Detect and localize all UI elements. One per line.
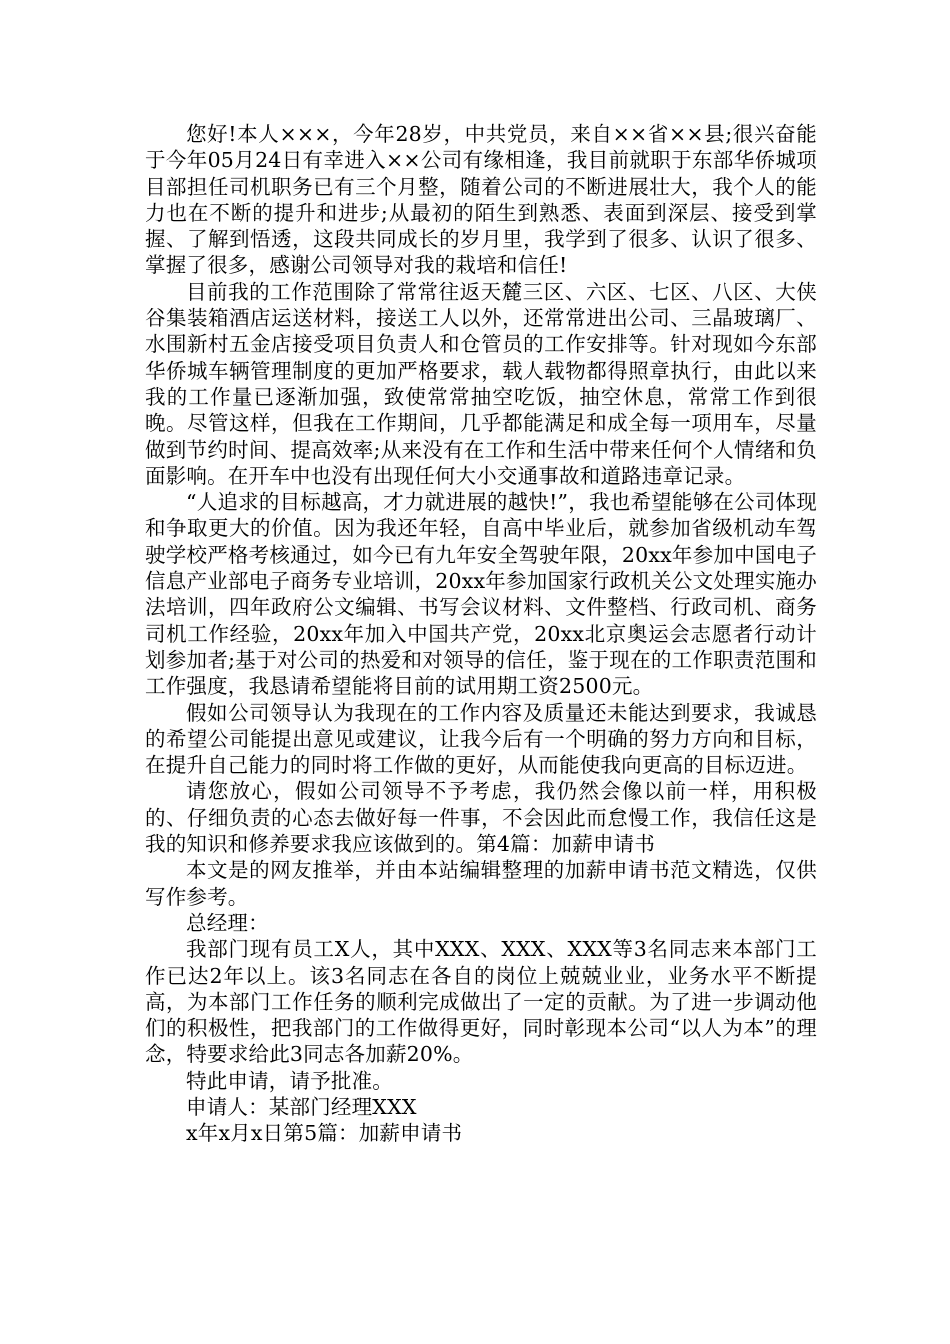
paragraph-source-note: 本文是的网友推举，并由本站编辑整理的加薪申请书范文精选，仅供写作参考。 <box>145 858 817 909</box>
document-body <box>145 121 817 1147</box>
applicant-signature: 申请人：某部门经理XXX <box>186 1094 417 1119</box>
paragraph-intro: 您好!本人×××，今年28岁，中共党员，来自××省××县;很兴奋能于今年05月24日有幸进入××公司有缘相逢，我目前就职于东部华侨城项目部担任司机职务已有三个月整，随着公司的不断进展壮大，我个人的能力也在不断的提升和进步;从最初的陌生到熟悉、表面到深层、接受到掌握、了解到悟透，这段共同成长的岁月里，我学到了很多、认识了很多、掌握了很多，感谢公司领导对我的栽培和信任! <box>145 122 817 278</box>
paragraph-work-scope: 目前我的工作范围除了常常往返天麓三区、六区、七区、八区、大侠谷集装箱酒店运送材料，接送工人以外，还常常进出公司、三晶玻璃厂、水围新村五金店接受项目负责人和仓管员的工作安排等。针对现如今东部华侨城车辆管理制度的更加严格要求，载人载物都得照章执行，由此以来我的工作量已逐渐加强，致使常常抽空吃饭，抽空休息，常常工作到很晚。尽管这样，但我在工作期间，几乎都能满足和成全每一项用车，尽量做到节约时间、提高效率;从来没有在工作和生活中带来任何个人情绪和负面影响。在开车中也没有出现任何大小交通事故和道路违章记录。 <box>145 279 817 488</box>
paragraph-feedback: 假如公司领导认为我现在的工作内容及质量还未能达到要求，我诚恳的希望公司能提出意见或建议，让我今后有一个明确的努力方向和目标，在提升自己能力的同时将工作做的更好，从而能使我向更高的目标迈进。 <box>145 700 817 778</box>
date-and-next-title: x年x月x日第5篇：加薪申请书 <box>186 1121 463 1146</box>
paragraph-goals: “人追求的目标越高，才力就进展的越快!”，我也希望能够在公司体现和争取更大的价值。因为我还年轻，自高中毕业后，就参加省级机动车驾驶学校严格考核通过，如今已有九年安全驾驶年限，20xx年参加中国电子信息产业部电子商务专业培训，20xx年参加国家行政机关公文处理实施办法培训，四年政府公文编辑、书写会议材料、文件整档、行政司机、商务司机工作经验，20xx年加入中国共产党，20xx北京奥运会志愿者行动计划参加者;基于对公司的热爱和对领导的信任，鉴于现在的工作职责范围和工作强度，我恳请希望能将目前的试用期工资2500元。 <box>145 490 817 699</box>
salutation: 总经理： <box>186 910 269 935</box>
closing-request: 特此申请，请予批准。 <box>186 1068 393 1093</box>
paragraph-assurance: 请您放心，假如公司领导不予考虑，我仍然会像以前一样，用积极的、仔细负责的心态去做好每一件事，不会因此而怠慢工作，我信任这是我的知识和修养要求我应该做到的。第4篇：加薪申请书 <box>145 779 817 857</box>
paragraph-department-request: 我部门现有员工X人，其中XXX、XXX、XXX等3名同志来本部门工作已达2年以上。该3名同志在各自的岗位上兢兢业业，业务水平不断提高，为本部门工作任务的顺利完成做出了一定的贡献。为了进一步调动他们的积极性，把我部门的工作做得更好，同时彰现本公司“以人为本”的理念，特要求给此3同志各加薪20%。 <box>145 937 817 1067</box>
